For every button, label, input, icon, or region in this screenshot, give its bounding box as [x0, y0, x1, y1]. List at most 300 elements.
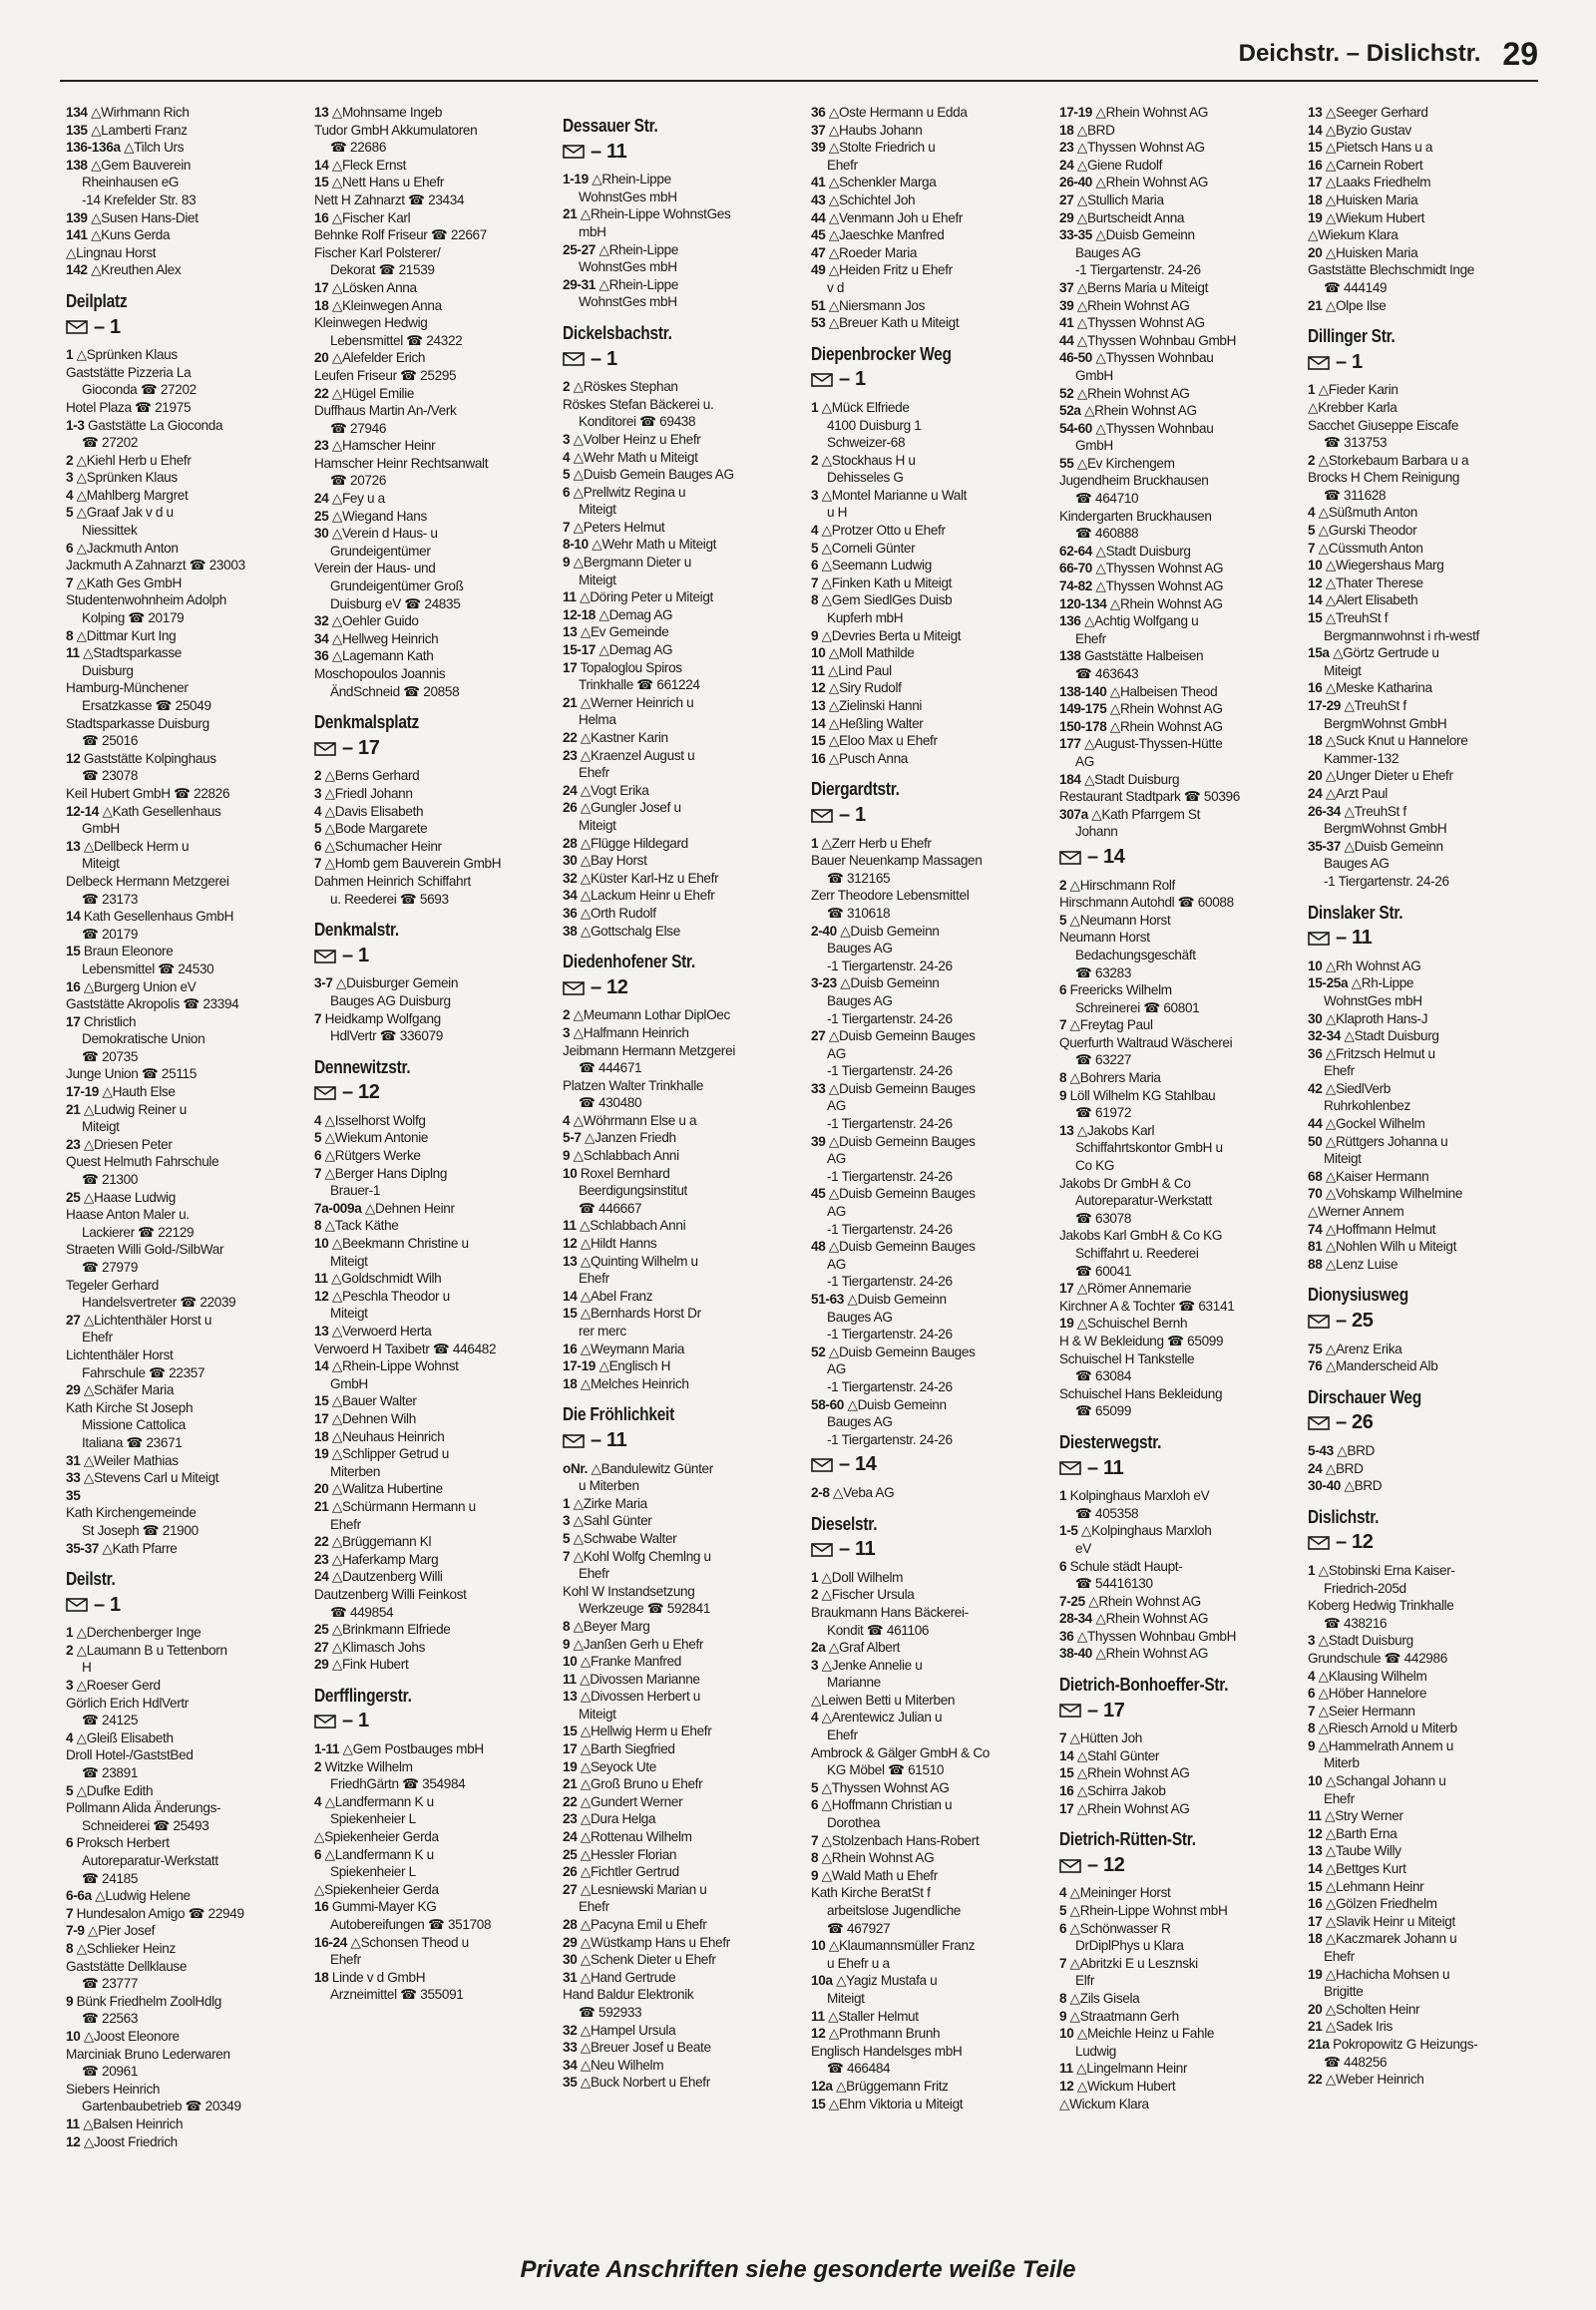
house-number: 8 [811, 1850, 819, 1866]
directory-entry [1059, 2096, 1290, 2114]
postal-code: – 14 [1087, 845, 1125, 868]
postal-code: – 14 [839, 1453, 877, 1476]
entry-text: △Demag AG [598, 642, 673, 658]
postal-code: – 17 [1087, 1699, 1125, 1722]
house-number: 16 [1308, 157, 1323, 173]
entry-continuation [1059, 1540, 1290, 1558]
postal-code: – 12 [1087, 1853, 1125, 1876]
entry-text: u. Reederei ☎ 5693 [330, 891, 449, 907]
directory-entry [1308, 104, 1538, 122]
entry-text: △Rottenau Wilhelm [580, 1829, 692, 1845]
entry-continuation [66, 1659, 296, 1677]
entry-text: △Doll Wilhelm [821, 1569, 904, 1585]
entry-text: Ehefr [82, 1330, 113, 1346]
entry-text: △Seeger Gerhard [1325, 105, 1428, 120]
directory-entry [563, 747, 793, 765]
house-number: 1-5 [1059, 1523, 1078, 1539]
house-number: 3 [66, 1678, 74, 1694]
envelope-icon [1308, 932, 1330, 946]
entry-text: DrDiplPhys u Klara [1075, 1938, 1184, 1954]
entry-continuation [1059, 665, 1290, 683]
entry-text: Witzke Wilhelm [324, 1758, 413, 1774]
entry-text: △Melches Heinrich [580, 1375, 689, 1391]
entry-text: Kondit ☎ 461106 [827, 1622, 930, 1638]
entry-text: △Slavik Heinr u Miteigt [1325, 1913, 1455, 1929]
house-number: 8 [1059, 1070, 1067, 1086]
directory-entry [811, 122, 1041, 140]
entry-text: △Duisb Gemeinn Bauges [828, 1133, 976, 1149]
directory-entry [1059, 981, 1290, 999]
directory-entry [1308, 452, 1538, 470]
entry-continuation [1059, 1937, 1290, 1955]
entry-continuation [66, 820, 296, 838]
directory-entry [811, 557, 1041, 575]
house-number: 27 [563, 1881, 578, 1897]
directory-entry [1308, 1357, 1538, 1375]
directory-entry [563, 484, 793, 502]
entry-text: AG [827, 1151, 846, 1167]
entry-continuation [1059, 1575, 1290, 1593]
entry-text: Ehefr [1324, 1949, 1355, 1964]
envelope-icon [1059, 1461, 1081, 1475]
postal-code: – 1 [591, 347, 617, 370]
entry-text: ☎ 592933 [579, 2004, 642, 2020]
directory-entry [1308, 1460, 1538, 1478]
entry-text: △Groß Bruno u Ehefr [580, 1776, 703, 1792]
directory-entry [66, 139, 296, 157]
entry-text: △Stadt Duisburg [1095, 543, 1191, 559]
entry-text: △Wiegand Hans [331, 508, 427, 524]
entry-text: △Kraenzel August u [580, 747, 695, 763]
house-number: 14 [563, 1288, 578, 1304]
directory-entry [1059, 508, 1290, 526]
house-number: 4 [1059, 1885, 1067, 1901]
directory-entry [1308, 244, 1538, 262]
house-number: 30 [563, 853, 578, 869]
directory-entry [66, 209, 296, 227]
entry-text: Miteigt [579, 817, 616, 833]
entry-text: △Prellwitz Regina u [573, 484, 686, 500]
envelope-icon [314, 950, 336, 963]
directory-entry [1308, 2001, 1538, 2019]
directory-entry [1059, 1884, 1290, 1902]
house-number: 12-14 [66, 803, 100, 819]
directory-entry [314, 1568, 545, 1586]
directory-entry [563, 1042, 793, 1060]
directory-entry [811, 1586, 1041, 1604]
entry-text: Ehefr [579, 1566, 609, 1582]
directory-entry [66, 226, 296, 244]
house-number: 31 [66, 1452, 81, 1468]
postal-district [314, 736, 545, 759]
entry-text: △Abel Franz [580, 1288, 653, 1304]
directory-entry [563, 276, 793, 294]
entry-text: Niessittek [82, 523, 138, 539]
directory-entry [811, 1484, 1041, 1502]
entry-text: △Jaeschke Manfred [828, 227, 945, 243]
entry-continuation [314, 595, 545, 613]
entry-text: △Berger Hans Diplng [324, 1165, 448, 1181]
envelope-icon [1308, 1416, 1330, 1430]
entry-text: Brocks H Chem Reinigung [1308, 470, 1460, 486]
directory-entry [1059, 157, 1290, 175]
entry-text: △Buck Norbert u Ehefr [580, 2075, 710, 2091]
entry-text: △Arzt Paul [1325, 785, 1388, 801]
entry-text: Grundeigentümer Groß [330, 578, 464, 594]
house-number: 51-63 [811, 1292, 845, 1307]
directory-entry [563, 1740, 793, 1758]
house-number: 23 [66, 1136, 81, 1152]
entry-text: Schuischel Hans Bekleidung [1059, 1385, 1223, 1401]
entry-continuation [811, 469, 1041, 487]
directory-entry [811, 974, 1041, 992]
entry-text: Elfr [1075, 1973, 1094, 1989]
entry-continuation [66, 1224, 296, 1242]
house-number: 1-3 [66, 417, 85, 433]
directory-entry [811, 852, 1041, 870]
directory-entry [314, 437, 545, 455]
entry-text: △Vogt Erika [580, 782, 649, 798]
house-number: 11 [66, 645, 80, 661]
directory-entry [1308, 575, 1538, 592]
entry-text: △Gottschalg Else [580, 923, 680, 939]
house-number: 14 [1059, 1747, 1074, 1763]
entry-text: △Bohrers Maria [1069, 1070, 1161, 1086]
directory-entry [314, 1498, 545, 1516]
house-number: 45 [811, 227, 826, 243]
directory-entry [1059, 1016, 1290, 1034]
directory-entry [314, 1200, 545, 1218]
house-number: 12 [1308, 1825, 1323, 1841]
house-number: 7 [66, 575, 74, 590]
house-number: 15 [811, 733, 826, 749]
envelope-icon [563, 1434, 585, 1448]
house-number: 11 [811, 662, 825, 678]
house-number: 21 [563, 206, 578, 222]
entry-text: △Peschla Theodor u [331, 1288, 450, 1304]
entry-continuation [66, 1030, 296, 1048]
entry-continuation [314, 1775, 545, 1793]
entry-text: ☎ 22686 [330, 140, 387, 156]
directory-entry [563, 799, 793, 817]
directory-entry [66, 504, 296, 522]
postal-district [66, 315, 296, 338]
postal-code: – 1 [94, 315, 121, 338]
entry-text: Miteigt [1324, 1151, 1362, 1167]
entry-text: △Rütgers Werke [324, 1148, 421, 1164]
house-number: 55 [1059, 455, 1074, 471]
house-number: 6 [1059, 1558, 1067, 1574]
entry-text: △Breuer Kath u Miteigt [828, 315, 960, 331]
postal-code: – 1 [839, 803, 866, 826]
house-number: 16 [314, 1899, 329, 1915]
postal-code: – 11 [591, 1428, 627, 1451]
directory-entry [314, 873, 545, 891]
entry-text: △Duisb Gemeinn [1095, 227, 1195, 243]
directory-entry [1308, 522, 1538, 540]
directory-entry [314, 1323, 545, 1341]
house-number: 81 [1308, 1239, 1323, 1255]
entry-text: ☎ 448256 [1324, 2054, 1388, 2070]
directory-entry [314, 1793, 545, 1811]
entry-continuation [811, 1309, 1041, 1327]
house-number: 19 [314, 1446, 329, 1462]
entry-text: ☎ 444671 [579, 1060, 642, 1076]
house-number: 1 [1308, 1562, 1316, 1578]
directory-entry [563, 729, 793, 747]
entry-text: Hirschmann Autohdl ☎ 60088 [1059, 895, 1234, 911]
entry-text: △Wirhmann Rich [91, 105, 190, 120]
house-number: 35-37 [1308, 838, 1342, 854]
directory-entry [66, 803, 296, 821]
house-number: 36 [811, 105, 826, 120]
directory-entry [1308, 1133, 1538, 1151]
house-number: 7 [1059, 1955, 1067, 1971]
directory-entry [1059, 174, 1290, 192]
entry-text: Delbeck Hermann Metzgerei [66, 873, 229, 889]
entry-continuation [1308, 1983, 1538, 2001]
entry-text: Kirchner A & Tochter ☎ 63141 [1059, 1298, 1235, 1314]
house-number: 70 [1308, 1186, 1323, 1202]
directory-entry [1059, 1069, 1290, 1087]
house-number: 8 [66, 627, 74, 643]
house-number: 22 [563, 730, 578, 745]
entry-continuation [66, 1118, 296, 1136]
directory-entry [563, 1112, 793, 1130]
street-heading: Dessauer Str. [563, 116, 658, 136]
directory-entry [811, 2025, 1041, 2043]
house-number: 9 [1308, 1737, 1316, 1753]
postal-district [811, 1538, 1041, 1561]
house-number: 184 [1059, 771, 1081, 787]
house-number: 2-8 [811, 1484, 830, 1500]
house-number: 4 [1308, 1668, 1316, 1684]
postal-district [1308, 350, 1538, 373]
directory-entry [66, 1189, 296, 1207]
directory-entry [66, 2046, 296, 2064]
house-number: 2 [1059, 877, 1067, 893]
directory-entry [1308, 399, 1538, 417]
directory-entry [811, 2096, 1041, 2114]
directory-entry [811, 1569, 1041, 1587]
entry-text: △Hachicha Mohsen u [1325, 1966, 1450, 1982]
entry-text: △Hütten Joh [1069, 1731, 1143, 1746]
house-number: 15 [1308, 610, 1323, 626]
directory-entry [66, 452, 296, 470]
entry-continuation [66, 381, 296, 399]
house-number: 2 [1308, 452, 1316, 468]
entry-continuation [66, 767, 296, 785]
house-number: 5-7 [563, 1130, 582, 1146]
entry-continuation [811, 1378, 1041, 1396]
house-number: 12 [811, 680, 826, 696]
entry-text: △TreuhSt f [1344, 698, 1406, 713]
entry-text: △Zirke Maria [573, 1495, 647, 1511]
directory-entry [1308, 1115, 1538, 1133]
entry-text: △Pier Josef [88, 1923, 156, 1939]
postal-district [1308, 1310, 1538, 1332]
directory-entry [811, 1639, 1041, 1657]
entry-text: △Arenz Erika [1325, 1341, 1402, 1356]
directory-entry [1059, 1122, 1290, 1140]
house-number: 26 [563, 1864, 578, 1880]
directory-entry [1308, 1221, 1538, 1239]
entry-text: -1 Tiergartenstr. 24-26 [827, 1378, 953, 1394]
entry-text: u H [827, 505, 848, 521]
house-number: 20 [1308, 244, 1323, 260]
directory-entry [1059, 1385, 1290, 1403]
entry-text: Gaststätte Blechschmidt Inge [1308, 262, 1475, 278]
street-heading: Dillinger Str. [1308, 326, 1396, 347]
entry-text: △Klausing Wilhelm [1318, 1668, 1427, 1684]
entry-text: ☎ 22563 [82, 2011, 139, 2027]
postal-district [1059, 845, 1290, 868]
directory-entry [314, 314, 545, 332]
entry-text: △Kreuthen Alex [91, 262, 182, 278]
directory-entry [811, 1604, 1041, 1622]
house-number: 2a [811, 1640, 826, 1656]
entry-text: Schiffahrtskontor GmbH u [1075, 1140, 1223, 1156]
directory-entry [66, 679, 296, 697]
entry-text: △Roeser Gerd [76, 1678, 161, 1694]
house-number: 16 [811, 750, 826, 766]
entry-text: Miteigt [330, 1253, 368, 1269]
entry-text: △Dufke Edith [76, 1782, 154, 1798]
directory-entry [314, 1270, 545, 1288]
entry-text: △Küster Karl-Hz u Ehefr [580, 870, 719, 886]
entry-text: -1 Tiergartenstr. 24-26 [827, 1168, 953, 1184]
directory-entry [1308, 1878, 1538, 1896]
house-number: 39 [1059, 297, 1074, 313]
entry-text: △Stadt Duisburg [1084, 771, 1180, 787]
directory-entry [1308, 174, 1538, 192]
entry-text: Grundschule ☎ 442986 [1308, 1650, 1447, 1666]
house-number: 27 [811, 1028, 826, 1044]
entry-text: Leufen Friseur ☎ 25295 [314, 367, 457, 383]
entry-continuation [314, 139, 545, 157]
entry-text: Autoreparatur-Werkstatt [1075, 1193, 1212, 1209]
entry-continuation [811, 870, 1041, 888]
envelope-icon [1308, 1315, 1330, 1329]
entry-text: △Jackmuth Anton [76, 540, 179, 556]
directory-entry [66, 1695, 296, 1713]
directory-entry [314, 157, 545, 175]
house-number: 33 [66, 1470, 81, 1486]
entry-continuation [563, 1600, 793, 1618]
house-number: 18 [1308, 192, 1323, 207]
directory-entry [811, 540, 1041, 558]
directory-entry [66, 1958, 296, 1976]
directory-entry [563, 1636, 793, 1654]
entry-continuation [1059, 2043, 1290, 2061]
directory-entry [563, 431, 793, 449]
entry-text: Missione Cattolica [82, 1417, 187, 1433]
directory-entry [66, 995, 296, 1013]
entry-text: Gaststätte La Gioconda [88, 417, 223, 433]
entry-text: Bauges AG [827, 992, 893, 1008]
directory-entry [811, 2043, 1041, 2061]
entry-text: Schiffahrt u. Reederei [1075, 1246, 1199, 1261]
entry-text: △Wald Math u Ehefr [821, 1867, 938, 1883]
house-number: 7 [811, 575, 819, 590]
entry-text: △SiedlVerb [1325, 1080, 1392, 1096]
entry-text: △Flügge Hildegard [580, 835, 688, 851]
house-number: 4 [314, 1112, 322, 1128]
directory-entry [66, 1381, 296, 1399]
entry-continuation [811, 1761, 1041, 1779]
entry-text: △Nett Hans u Ehefr [331, 175, 445, 191]
entry-text: Helma [579, 712, 616, 728]
entry-text: △Rhein Wohnst AG [1109, 701, 1223, 717]
house-number: 11 [66, 2116, 80, 2131]
entry-continuation [811, 1622, 1041, 1640]
directory-entry [1059, 349, 1290, 367]
entry-text: Hand Baldur Elektronik [563, 1987, 694, 2003]
entry-text: Dehisseles G [827, 470, 904, 486]
entry-text: △Süßmuth Anton [1318, 505, 1417, 521]
directory-entry [811, 1027, 1041, 1045]
house-number: 50 [1308, 1133, 1323, 1149]
entry-text: Kolping ☎ 20179 [82, 610, 185, 626]
directory-entry [1059, 2008, 1290, 2026]
directory-entry [314, 402, 545, 420]
house-number: 4 [811, 523, 819, 539]
directory-entry [1308, 1703, 1538, 1721]
entry-continuation [811, 1168, 1041, 1186]
entry-text: Ehefr [330, 1516, 361, 1532]
street-heading: Diergardtstr. [811, 779, 900, 800]
directory-entry [1059, 209, 1290, 227]
directory-entry [66, 1013, 296, 1031]
entry-text: △Thyssen Wohnst AG [1095, 561, 1224, 577]
entry-text: Ehefr [1324, 1063, 1355, 1079]
entry-text: △Wiegershaus Marg [1325, 558, 1444, 574]
house-number: 18 [314, 1428, 329, 1444]
entry-continuation [563, 189, 793, 206]
entry-continuation [314, 261, 545, 279]
house-number: 6 [314, 838, 322, 854]
house-number: 24 [563, 782, 578, 798]
house-number: 5 [314, 1130, 322, 1146]
envelope-icon [1308, 356, 1330, 370]
house-number: 10a [811, 1973, 833, 1989]
postal-code: – 11 [1336, 927, 1373, 950]
postal-code: – 11 [839, 1538, 876, 1561]
house-number: 41 [1059, 315, 1074, 331]
house-number: 21 [563, 694, 578, 710]
house-number: 15 [1308, 1878, 1323, 1894]
entry-continuation [314, 1916, 545, 1934]
postal-code: – 1 [839, 368, 866, 391]
entry-text: △Rhein-Lippe Wohnst [331, 1358, 459, 1374]
entry-text: △Cüssmuth Anton [1318, 540, 1423, 556]
directory-entry [1059, 595, 1290, 613]
directory-entry [1059, 472, 1290, 490]
directory-entry [1059, 1747, 1290, 1765]
entry-text: △Pietsch Hans u a [1325, 140, 1433, 156]
entry-text: ☎ 60041 [1075, 1263, 1132, 1279]
house-number: 8 [1308, 1721, 1316, 1736]
directory-entry [563, 905, 793, 923]
directory-entry [66, 1993, 296, 2011]
house-number: 12a [811, 2078, 833, 2094]
directory-entry [314, 1656, 545, 1674]
directory-entry [563, 1758, 793, 1776]
directory-entry [314, 455, 545, 473]
directory-entry [1308, 1668, 1538, 1686]
entry-continuation [811, 1360, 1041, 1378]
entry-text: △Kaczmarek Johann u [1325, 1931, 1457, 1947]
